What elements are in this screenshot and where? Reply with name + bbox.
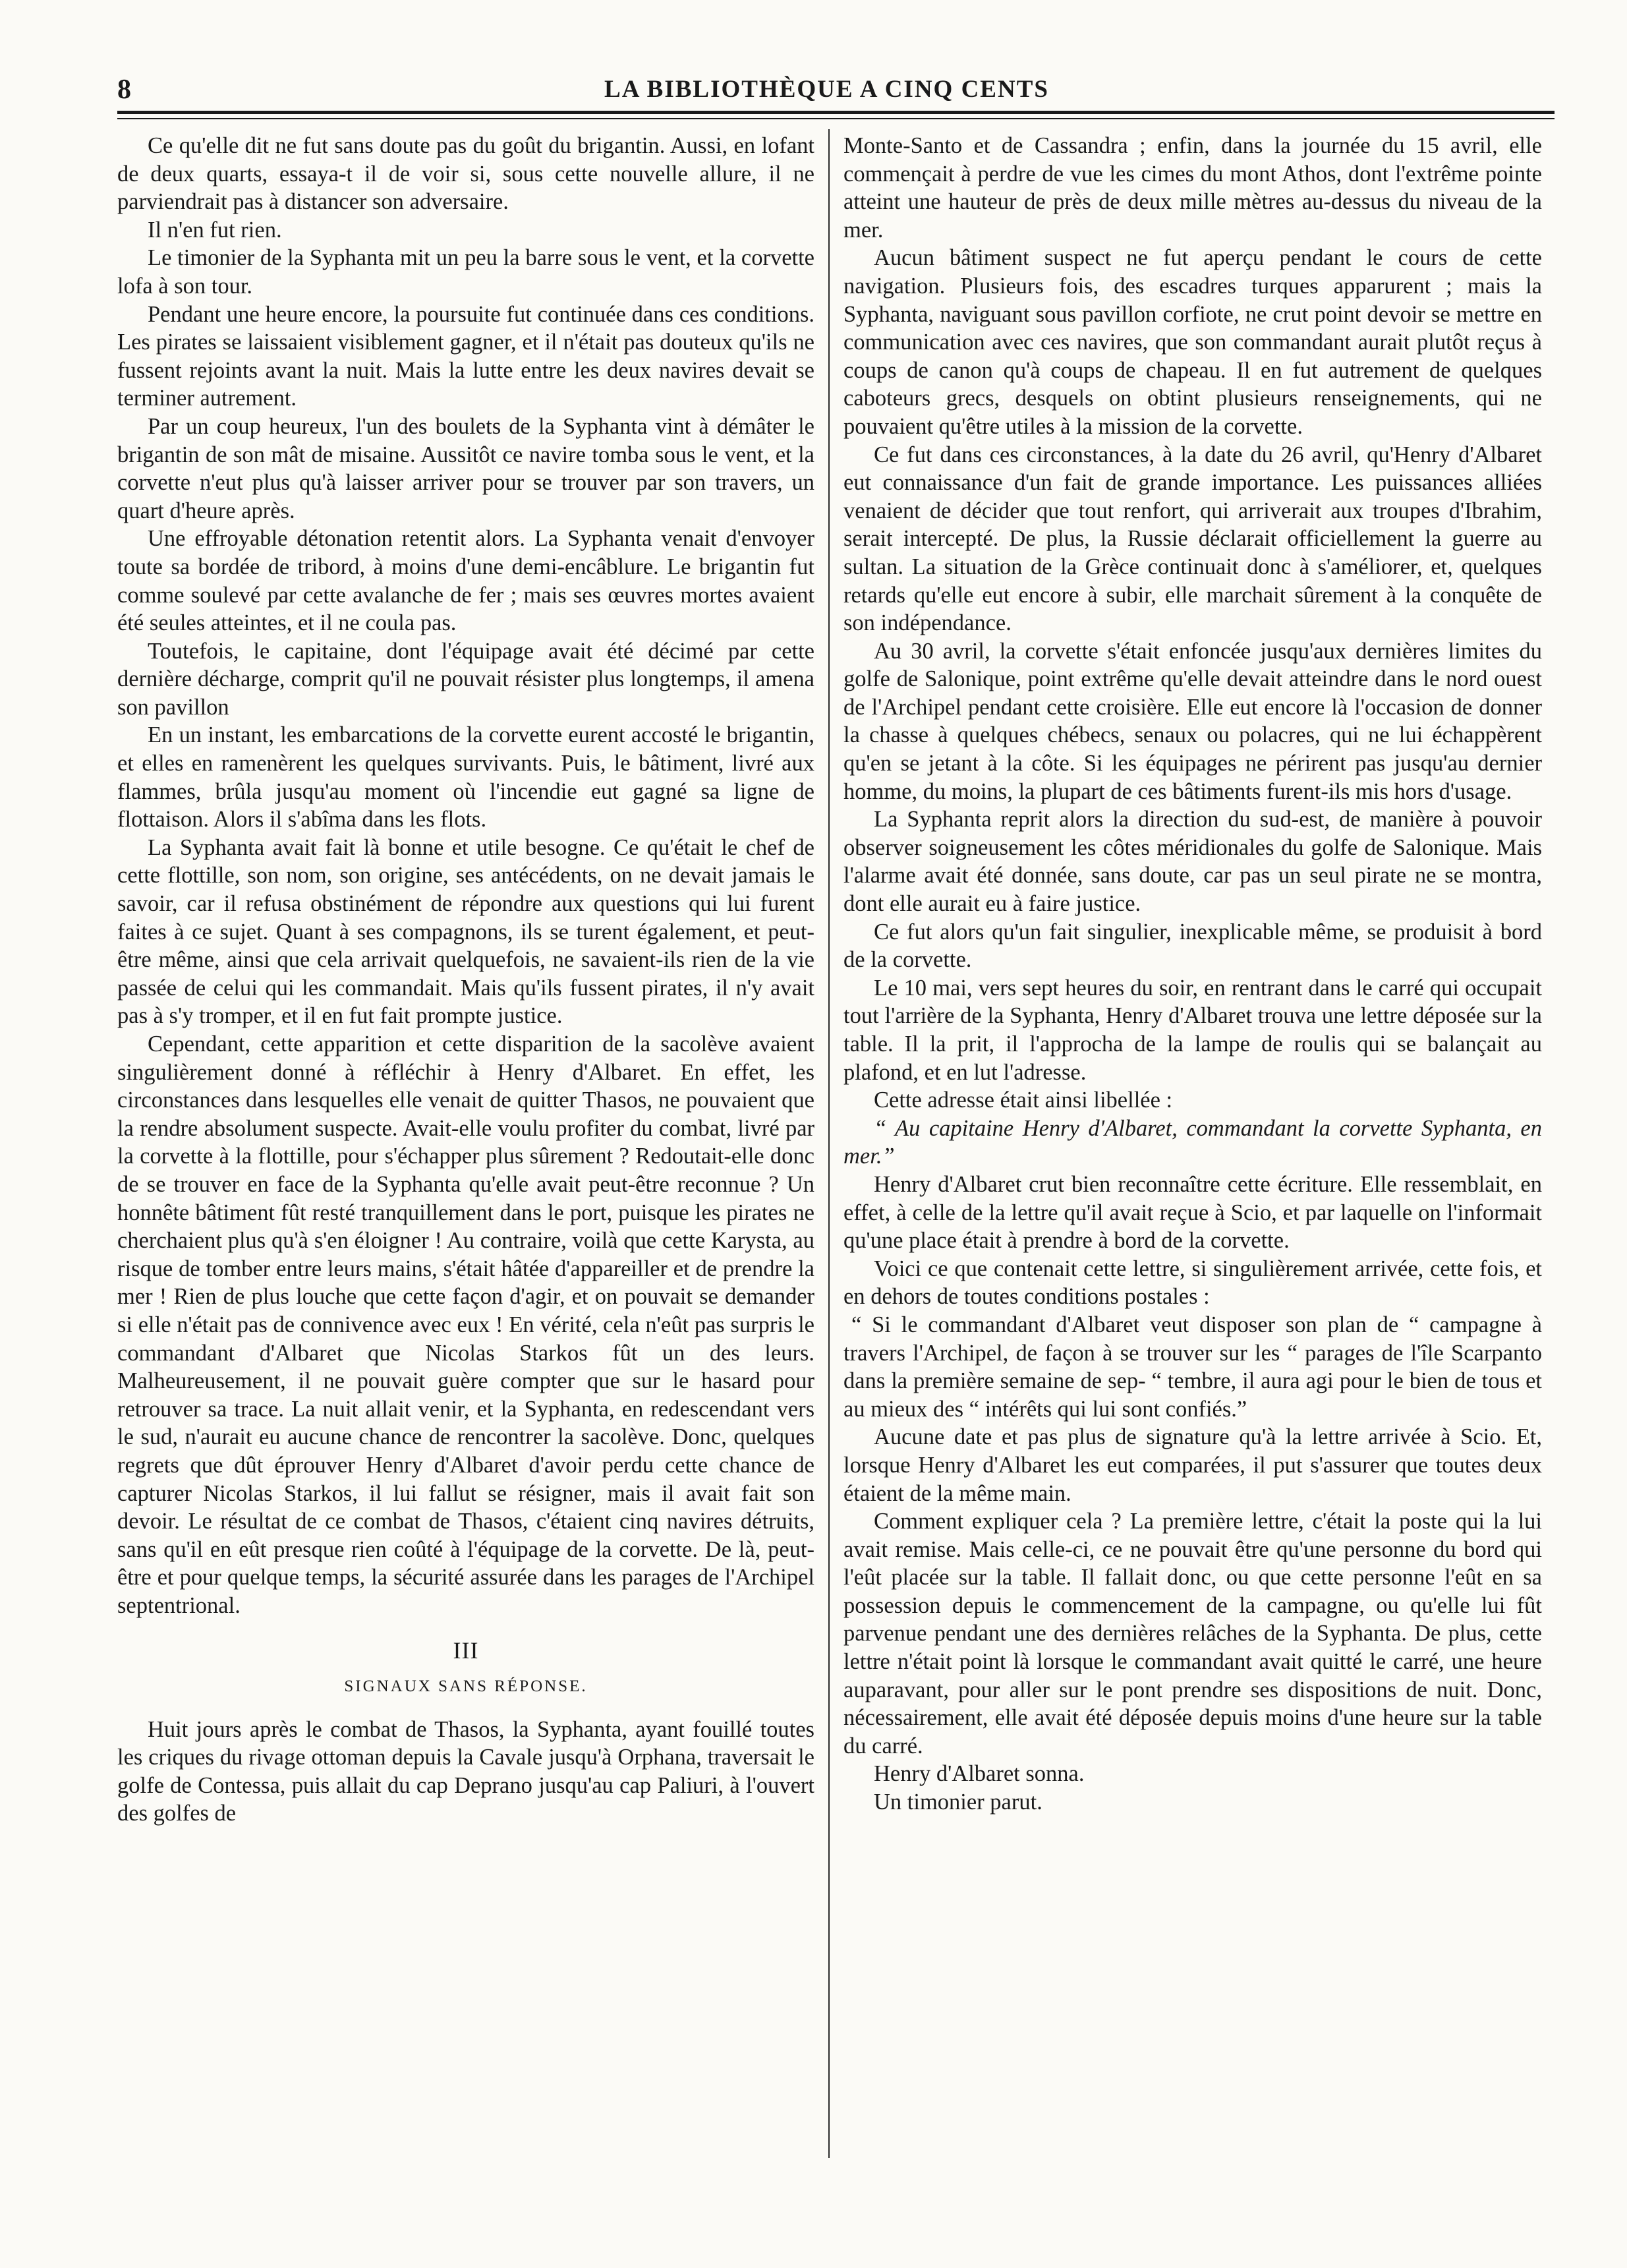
letter-address: “ Au capitaine Henry d'Albaret, commandant la corvette Syphanta, en mer.” (843, 1115, 1542, 1169)
paragraph: Cependant, cette apparition et cette disparition de la sacolève avaient singulièrement donné à réfléchir à Henry d'Albaret. En effet, les circonstances dans lesquelles elle venait de quitter Thasos, ne pouvaient que la rendre absolument suspecte. Avait-elle voulu profiter du combat, livré par la corvette à la flottille, pour s'échapper plus sûrement ? Redoutait-elle donc de se trouver en face de la Syphanta qu'elle avait peut-être reconnue ? Un honnête bâtiment fût resté tranquillement dans le port, puisque les pirates ne cherchaient plus qu'à s'en éloigner ! Au contraire, voilà que cette Karysta, au risque de tomber entre leurs mains, s'était hâtée d'appareiller et de prendre la mer ! Rien de plus louche que cette façon d'agir, et on pouvait se demander si elle n'était pas de connivence avec eux ! En vérité, cela n'eût pas surpris le commandant d'Albaret que Nicolas Starkos fût un des leurs. Malheureusement, il ne pouvait guère compter que sur le hasard pour retrouver sa trace. La nuit allait venir, et la Syphanta, en redescendant vers le sud, n'aurait eu aucune chance de rencontrer la sacolève. Donc, quelques regrets que dût éprouver Henry d'Albaret d'avoir perdu cette chance de capturer Nicolas Starkos, il lui fallut se résigner, mais il avait fait son devoir. Le résultat de ce combat de Thasos, c'étaient cinq navires détruits, sans qu'il en eût presque rien coûté à l'équipage de la corvette. De là, peut-être et pour quelque temps, la sécurité assurée dans les parages de l'Archipel septentrional. (117, 1032, 814, 1618)
paragraph: Toutefois, le capitaine, dont l'équipage avait été décimé par cette dernière décharge, comprit qu'il ne pouvait résister plus longtemps, il amena son pavillon (117, 638, 814, 720)
paragraph: La Syphanta reprit alors la direction du sud-est, de manière à pouvoir observer soigneusement les côtes méridionales du golfe de Salonique. Mais l'alarme avait été donnée, sans doute, car pas un seul pirate ne se montra, dont elle aurait eu à faire justice. (843, 807, 1542, 917)
paragraph: Ce fut dans ces circonstances, à la date du 26 avril, qu'Henry d'Albaret eut connaissance d'un fait de grande importance. Les puissances alliées venaient de décider que tout renfort, qui arriverait aux troupes d'Ibrahim, serait intercepté. De plus, la Russie déclarait officiellement la guerre au sultan. La situation de la Grèce continuait donc à s'améliorer, et, quelques retards qu'elle eut encore à subir, elle marchait sûrement à la conquête de son indépendance. (843, 442, 1542, 636)
paragraph: Ce qu'elle dit ne fut sans doute pas du goût du brigantin. Aussi, en lofant de deux quarts, essaya-t il de voir si, sous cette nouvelle allure, il ne parviendrait pas à distancer son adversaire. (117, 133, 814, 215)
paragraph: Voici ce que contenait cette lettre, si singulièrement arrivée, cette fois, et en dehors de toutes conditions postales : (843, 1256, 1542, 1310)
letter-text: “ Si le commandant d'Albaret veut disposer son plan de “ campagne à travers l'Archipel, de façon à se trouver sur les “ parages de l'île Scarpanto dans la première semaine de sep- “ tembre, il aura agi pour le bien de tous et au mieux des “ intérêts qui lui sont confiés.” (843, 1312, 1542, 1422)
paragraph: Comment expliquer cela ? La première lettre, c'était la poste qui la lui avait remise. Mais celle-ci, ce ne pouvait être qu'une personne du bord qui l'eût placée sur la table. Il fallait donc, ou que cette personne l'eût en sa possession depuis le commencement de la campagne, ou qu'elle lui fût parvenue pendant une des dernières relâches de la Syphanta. De plus, cette lettre n'était point là lorsque le commandant avait quitté le carré, une heure auparavant, pour aller sur le pont prendre ses dispositions de nuit. Donc, nécessairement, elle avait été déposée depuis moins d'une heure sur la table du carré. (843, 1509, 1542, 1759)
header-rule-thick (117, 111, 1555, 114)
page-number: 8 (117, 74, 131, 105)
left-column (117, 132, 814, 1828)
paragraph: Cette adresse était ainsi libellée : (874, 1088, 1173, 1113)
running-title: LA BIBLIOTHÈQUE A CINQ CENTS (604, 76, 1049, 103)
paragraph: Henry d'Albaret crut bien reconnaître cette écriture. Elle ressemblait, en effet, à celle de la lettre qu'il avait reçue à Scio, et par laquelle on l'informait qu'une place était à prendre à bord de la corvette. (843, 1171, 1542, 1254)
paragraph: Pendant une heure encore, la poursuite fut continuée dans ces conditions. Les pirates se laissaient visiblement gagner, et il n'était pas douteux qu'ils ne fussent rejoints avant la nuit. Mais la lutte entre les deux navires devait se terminer autrement. (117, 301, 814, 411)
chapter-number: III (453, 1637, 479, 1664)
paragraph: La Syphanta avait fait là bonne et utile besogne. Ce qu'était le chef de cette flottille, son nom, son origine, ses antécédents, on ne devait jamais le savoir, car il refusa obstinément de répondre aux questions qui lui furent faites à ce sujet. Quant à ses compagnons, ils se turent également, et peut-être même, ainsi que cela arrivait quelquefois, ne savaient-ils rien de la vie passée de celui qui les commandait. Mais qu'ils fussent pirates, il n'y avait pas à s'y tromper, et il en fut fait prompte justice. (117, 834, 814, 1029)
paragraph: Le timonier de la Syphanta mit un peu la barre sous le vent, et la corvette lofa à son tour. (117, 245, 814, 299)
paragraph: Au 30 avril, la corvette s'était enfoncée jusqu'aux dernières limites du golfe de Salonique, point extrême qu'elle devait atteindre dans le nord ouest de l'Archipel pendant cette croisière. Elle eut encore là l'occasion de donner la chasse à quelques chébecs, senaux ou polacres, qui ne lui échappèrent qu'en se jetant à la côte. Si les équipages ne périrent pas jusqu'au dernier homme, du moins, la plupart de ces bâtiments furent-ils mis hors d'usage. (843, 638, 1542, 804)
header-rule-thin (117, 118, 1555, 119)
paragraph: Par un coup heureux, l'un des boulets de la Syphanta vint à démâter le brigantin de son mât de misaine. Aussitôt ce navire tomba sous le vent, et la corvette n'eut plus qu'à laisser arriver pour se trouver par son travers, un quart d'heure après. (117, 413, 814, 523)
right-column (843, 132, 1542, 1817)
page-header (117, 71, 1536, 111)
paragraph: En un instant, les embarcations de la corvette eurent accosté le brigantin, et elles en ramenèrent les quelques survivants. Puis, le bâtiment, livré aux flammes, brûla jusqu'au moment où l'incendie eut gagné sa ligne de flottaison. Alors il s'abîma dans les flots. (117, 722, 814, 832)
paragraph: Henry d'Albaret sonna. (874, 1761, 1085, 1787)
column-divider (828, 129, 830, 2158)
paragraph: Un timonier parut. (874, 1789, 1042, 1815)
paragraph: Ce fut alors qu'un fait singulier, inexplicable même, se produisit à bord de la corvette. (843, 919, 1542, 973)
paragraph: Monte-Santo et de Cassandra ; enfin, dans la journée du 15 avril, elle commençait à perdre de vue les cimes du mont Athos, dont l'extrême pointe atteint une hauteur de près de deux mille mètres au-dessus du niveau de la mer. (843, 133, 1542, 243)
paragraph: Huit jours après le combat de Thasos, la Syphanta, ayant fouillé toutes les criques du rivage ottoman depuis la Cavale jusqu'à Orphana, traversait le golfe de Contessa, puis allait du cap Deprano jusqu'au cap Paliuri, à l'ouvert des golfes de (117, 1716, 814, 1826)
paragraph: Aucun bâtiment suspect ne fut aperçu pendant le cours de cette navigation. Plusieurs fois, des escadres turques apparurent ; mais la Syphanta, naviguant sous pavillon corfiote, ne crut point devoir se mettre en communication avec ces navires, que son commandant aurait plutôt reçus à coups de canon qu'à coups de chapeau. Il en fut autrement de quelques caboteurs grecs, desquels on obtint plusieurs renseignements, qui ne pouvaient qu'être utiles à la mission de la corvette. (843, 245, 1542, 439)
paragraph: Aucune date et pas plus de signature qu'à la lettre arrivée à Scio. Et, lorsque Henry d'Albaret les eut comparées, il put s'assurer que toutes deux étaient de la même main. (843, 1424, 1542, 1506)
paragraph: Il n'en fut rien. (148, 217, 282, 243)
paragraph: Le 10 mai, vers sept heures du soir, en rentrant dans le carré qui occupait tout l'arrière de la Syphanta, Henry d'Albaret trouva une lettre déposée sur la table. Il la prit, il l'approcha de la lampe de roulis qui se balançait au plafond, et en lut l'adresse. (843, 975, 1542, 1085)
chapter-title: SIGNAUX SANS RÉPONSE. (344, 1677, 588, 1696)
paragraph: Une effroyable détonation retentit alors. La Syphanta venait d'envoyer toute sa bordée de tribord, à moins d'une demi-encâblure. Le brigantin fut comme soulevé par cette avalanche de fer ; mais ses œuvres mortes avaient été seules atteintes, et il ne coula pas. (117, 526, 814, 636)
